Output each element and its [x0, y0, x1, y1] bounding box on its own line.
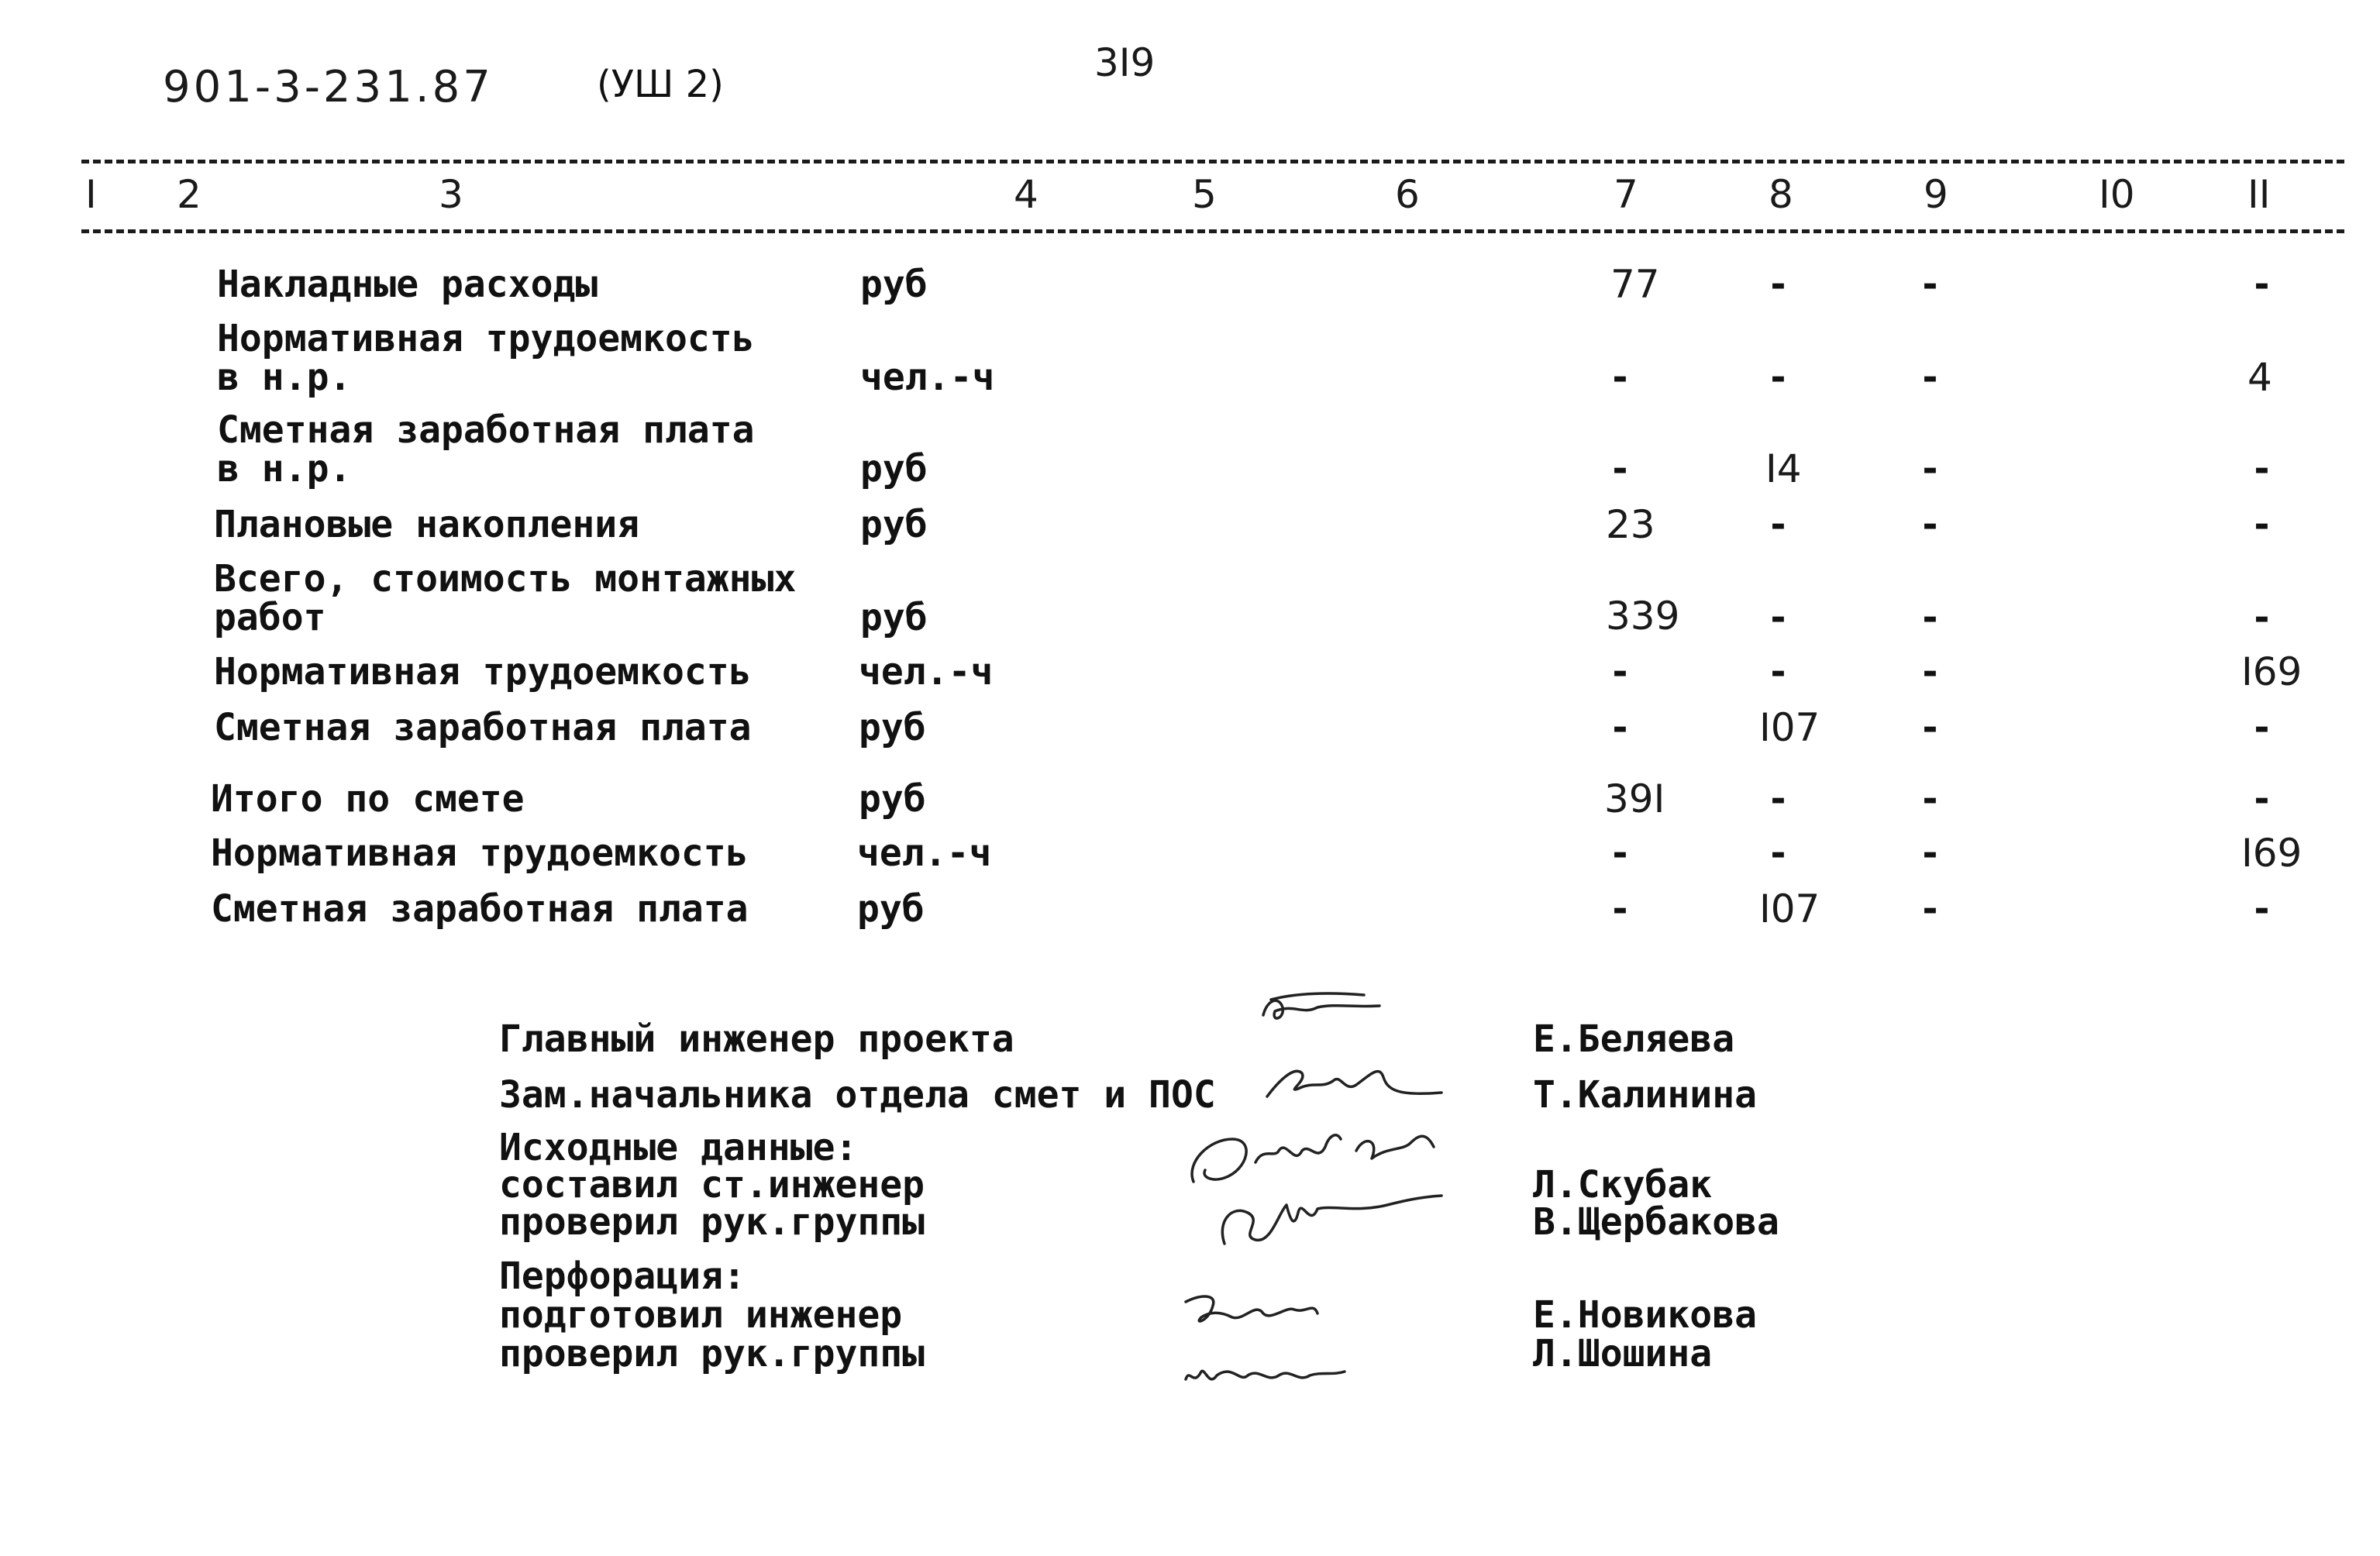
row-unit: руб [860, 596, 928, 639]
deputy-head-role: Зам.начальника отдела смет и ПОС [499, 1073, 1216, 1117]
row-unit: чел.-ч [857, 831, 992, 875]
column-header-6: 6 [1395, 172, 1420, 217]
row-col11: - [2251, 706, 2273, 749]
column-header-10: I0 [2099, 172, 2135, 217]
signature-perforation-checked [1170, 1341, 1364, 1403]
row-unit: руб [860, 447, 928, 491]
row-name: Сметная заработная плата [217, 408, 755, 452]
row-col11: - [2251, 887, 2273, 931]
source-data-heading: Исходные данные: [499, 1126, 858, 1169]
row-col9: - [1919, 263, 1941, 306]
row-name: Нормативная трудоемкость [214, 650, 752, 694]
row-col7: - [1609, 447, 1631, 491]
row-col9: - [1919, 596, 1941, 639]
row-name: Накладные расходы [217, 263, 598, 306]
row-unit: руб [860, 503, 928, 546]
signature-perforation-prepared [1170, 1279, 1364, 1341]
perforation-prepared-name: Е.Новикова [1533, 1293, 1757, 1337]
row-name: Сметная заработная плата [214, 706, 752, 749]
row-unit: руб [860, 263, 928, 306]
row-name: Всего, стоимость монтажных [214, 557, 797, 601]
row-unit: чел.-ч [859, 650, 994, 694]
row-name: Плановые накопления [214, 503, 640, 546]
row-name: Итого по смете [211, 777, 525, 821]
row-unit: чел.-ч [860, 356, 995, 399]
deputy-head-name: Т.Калинина [1533, 1073, 1757, 1117]
row-col8: - [1767, 831, 1789, 875]
row-col9: - [1919, 503, 1941, 546]
row-col8: I4 [1765, 446, 1802, 491]
row-name-cont: в н.р. [217, 356, 352, 399]
row-col9: - [1919, 777, 1941, 821]
row-col11: - [2251, 596, 2273, 639]
row-unit: руб [859, 777, 926, 821]
album-label: (УШ 2) [597, 63, 724, 106]
source-data-compiled-name: Л.Скубак [1533, 1163, 1713, 1207]
row-name: Нормативная трудоемкость [211, 831, 749, 875]
row-col8: - [1767, 263, 1789, 306]
row-col7: 339 [1606, 594, 1680, 639]
row-col8: - [1767, 356, 1789, 399]
column-header-2: 2 [177, 172, 201, 217]
signature-deputy-head [1255, 1050, 1457, 1120]
perforation-checked-role: проверил рук.группы [499, 1332, 925, 1375]
row-col7: - [1609, 650, 1631, 694]
row-col8: - [1767, 777, 1789, 821]
row-col11: - [2251, 263, 2273, 306]
row-col11: 4 [2247, 355, 2272, 400]
header-bottom-rule [81, 229, 2344, 233]
row-name-cont: в н.р. [217, 447, 352, 491]
row-name: Сметная заработная плата [211, 887, 749, 931]
column-header-8: 8 [1769, 172, 1793, 217]
document-code: 901-3-231.87 [163, 62, 494, 112]
row-unit: руб [857, 887, 925, 931]
row-col9: - [1919, 447, 1941, 491]
row-name: Нормативная трудоемкость [217, 317, 755, 360]
row-col8: I07 [1759, 705, 1820, 750]
row-col9: - [1919, 650, 1941, 694]
row-col7: - [1609, 706, 1631, 749]
column-header-4: 4 [1014, 172, 1038, 217]
row-unit: руб [859, 706, 926, 749]
column-header-7: 7 [1614, 172, 1638, 217]
chief-engineer-role: Главный инженер проекта [499, 1017, 1014, 1061]
row-col8: - [1767, 503, 1789, 546]
column-header-1: I [85, 172, 97, 217]
row-col7: 39I [1604, 776, 1665, 821]
source-data-compiled-role: составил ст.инженер [499, 1163, 925, 1207]
row-col8: I07 [1759, 886, 1820, 931]
perforation-checked-name: Л.Шошина [1533, 1332, 1713, 1375]
perforation-prepared-role: подготовил инженер [499, 1293, 903, 1337]
row-col11: - [2251, 447, 2273, 491]
page-number: 3I9 [1094, 40, 1156, 85]
row-col9: - [1919, 831, 1941, 875]
chief-engineer-name: Е.Беляева [1533, 1017, 1735, 1061]
source-data-checked-role: проверил рук.группы [499, 1200, 925, 1244]
row-col11: - [2251, 503, 2273, 546]
signature-chief-engineer [1248, 984, 1403, 1046]
row-col11: - [2251, 777, 2273, 821]
column-header-5: 5 [1192, 172, 1217, 217]
column-header-11: II [2247, 172, 2271, 217]
row-col8: - [1767, 650, 1789, 694]
source-data-checked-name: В.Щербакова [1533, 1200, 1779, 1244]
row-col9: - [1919, 356, 1941, 399]
row-col7: 77 [1610, 262, 1660, 307]
row-col7: 23 [1606, 502, 1655, 547]
signature-source-data-checked [1201, 1182, 1457, 1267]
row-col7: - [1609, 831, 1631, 875]
row-col7: - [1609, 887, 1631, 931]
row-name-cont: работ [214, 596, 326, 639]
row-col11: I69 [2241, 649, 2303, 694]
row-col11: I69 [2241, 831, 2303, 876]
row-col9: - [1919, 706, 1941, 749]
row-col7: - [1609, 356, 1631, 399]
row-col9: - [1919, 887, 1941, 931]
header-top-rule [81, 160, 2344, 164]
column-header-3: 3 [439, 172, 463, 217]
column-header-9: 9 [1924, 172, 1948, 217]
row-col8: - [1767, 596, 1789, 639]
perforation-heading: Перфорация: [499, 1255, 746, 1298]
